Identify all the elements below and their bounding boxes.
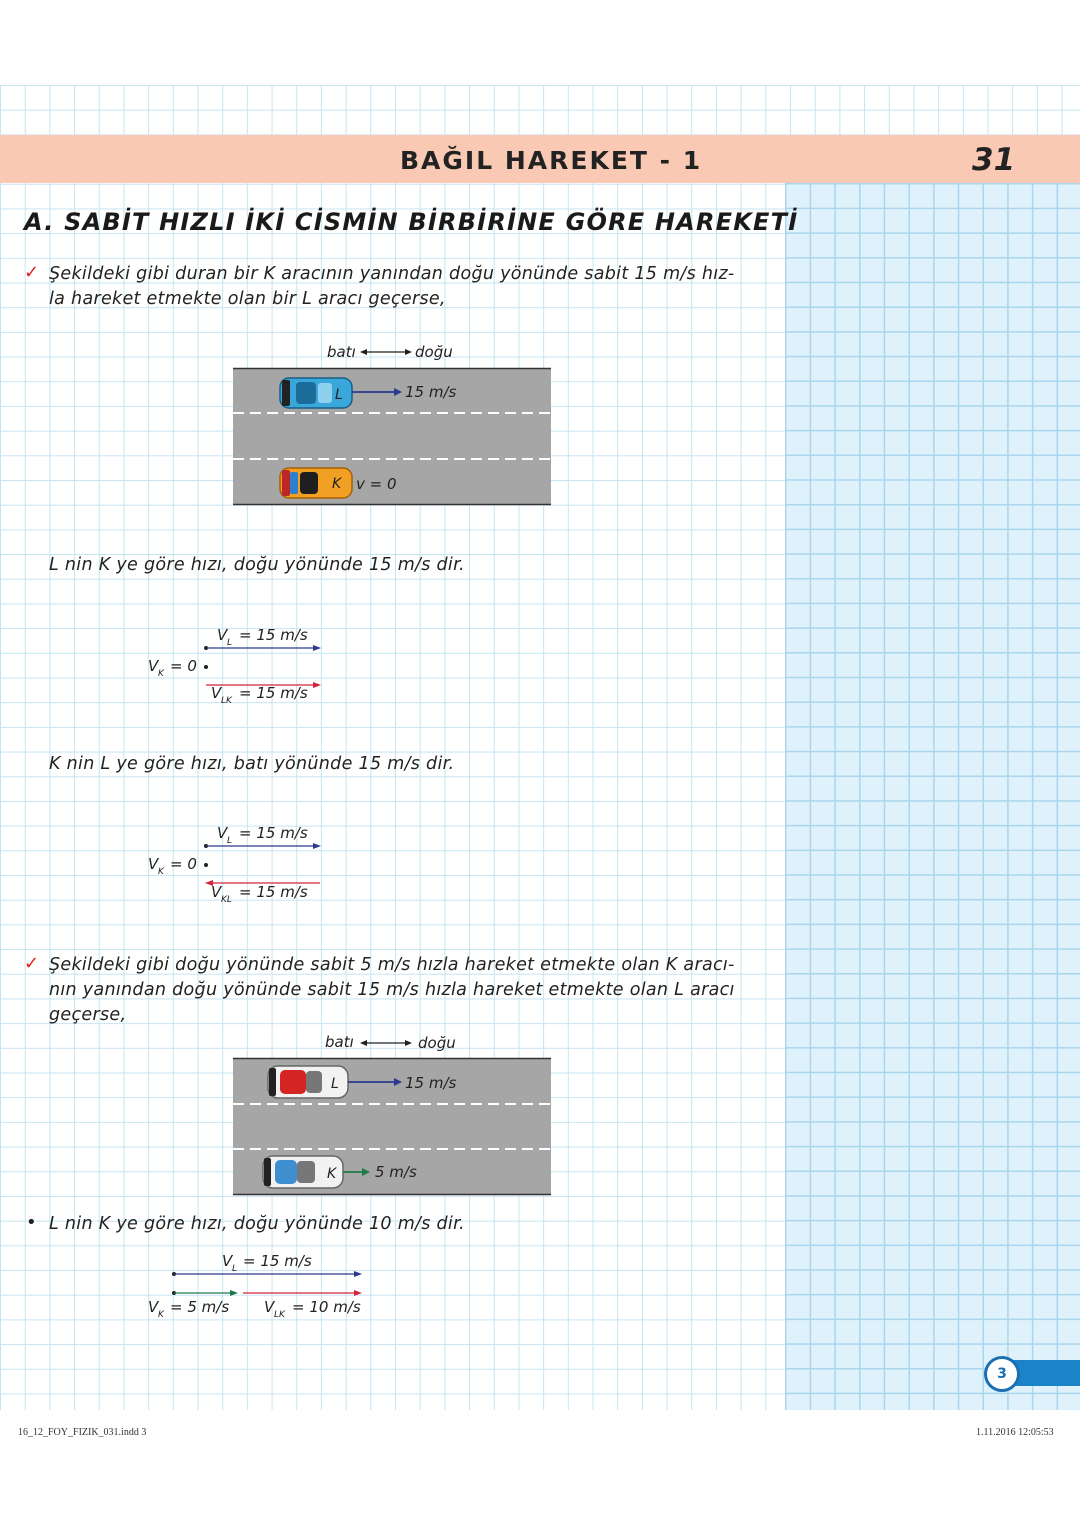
vec1-vk-value: = 0	[170, 657, 197, 675]
vec3-vl-sub: L	[232, 1264, 238, 1274]
part1-intro-line1: Şekildeki gibi duran bir K aracının yanından doğu yönünde sabit 15 m/s hız-	[49, 264, 735, 284]
vec3-vl-value: = 15 m/s	[243, 1252, 312, 1270]
vec3-vrel-symbol: V	[264, 1298, 275, 1316]
vec2-vk-value: = 0	[170, 855, 197, 873]
compass-west-label: batı	[327, 343, 356, 361]
car-l-speed: 15 m/s	[405, 383, 457, 401]
car-k-speed: v = 0	[356, 475, 397, 493]
part1-intro-line2: la hareket etmekte olan bir L aracı geçerse,	[49, 289, 446, 309]
vec2-vl-value: = 15 m/s	[239, 824, 308, 842]
vec3-vk-sub: K	[158, 1310, 164, 1320]
vec2-vl-sub: L	[227, 836, 233, 846]
part1-statement1: L nin K ye göre hızı, doğu yönünde 15 m/s dir.	[49, 555, 465, 575]
footer-file: 16_12_FOY_FIZIK_031.indd 3	[18, 1427, 147, 1438]
part2-intro-line2: nın yanından doğu yönünde sabit 15 m/s hızla hareket etmekte olan L aracı	[49, 980, 735, 1000]
section-title: A. SABİT HIZLI İKİ CİSMİN BİRBİRİNE GÖRE HAREKETİ	[24, 208, 799, 236]
car-l-label: L	[335, 387, 343, 403]
check-icon: ✓	[24, 953, 40, 974]
vec3-vk-symbol: V	[148, 1298, 159, 1316]
compass-east-label: doğu	[418, 1034, 456, 1052]
car-l-speed: 15 m/s	[405, 1074, 457, 1092]
footer-date: 1.11.2016 12:05:53	[976, 1427, 1054, 1438]
vec3-vrel-sub: LK	[274, 1310, 285, 1320]
vec3-vk-value: = 5 m/s	[170, 1298, 230, 1316]
compass-east-label: doğu	[415, 343, 453, 361]
part2-intro-line1: Şekildeki gibi doğu yönünde sabit 5 m/s hızla hareket etmekte olan K aracı-	[49, 955, 735, 975]
page-title: BAĞIL HAREKET - 1	[400, 146, 703, 175]
vec1-vrel-sub: LK	[221, 696, 232, 706]
bullet-icon: •	[26, 1212, 37, 1233]
vec3-vrel-value: = 10 m/s	[292, 1298, 361, 1316]
car-k-label: K	[327, 1166, 337, 1182]
vec2-vrel-value: = 15 m/s	[239, 883, 308, 901]
vec2-vrel-symbol: V	[211, 883, 222, 901]
vec3-vl-symbol: V	[222, 1252, 233, 1270]
page-number: 3	[984, 1356, 1020, 1392]
part1-statement2: K nin L ye göre hızı, batı yönünde 15 m/s dir.	[49, 754, 455, 774]
vec1-vk-sub: K	[158, 669, 164, 679]
vec2-vk-symbol: V	[148, 855, 159, 873]
vec2-vk-sub: K	[158, 867, 164, 877]
vec2-vrel-sub: KL	[221, 895, 232, 905]
car-l-label: L	[331, 1076, 339, 1092]
car-k-label: K	[332, 476, 342, 492]
vec1-vk-symbol: V	[148, 657, 159, 675]
worksheet-number: 31	[972, 142, 1016, 178]
part2-intro-line3: geçerse,	[49, 1005, 127, 1025]
vec1-vrel-symbol: V	[211, 684, 222, 702]
part2-statement1: L nin K ye göre hızı, doğu yönünde 10 m/s dir.	[49, 1214, 465, 1234]
check-icon: ✓	[24, 262, 40, 283]
compass-west-label: batı	[325, 1033, 354, 1051]
vec2-vl-symbol: V	[217, 824, 228, 842]
car-k-speed: 5 m/s	[375, 1163, 417, 1181]
vec1-vl-value: = 15 m/s	[239, 626, 308, 644]
vec1-vl-symbol: V	[217, 626, 228, 644]
vec1-vrel-value: = 15 m/s	[239, 684, 308, 702]
vec1-vl-sub: L	[227, 638, 233, 648]
